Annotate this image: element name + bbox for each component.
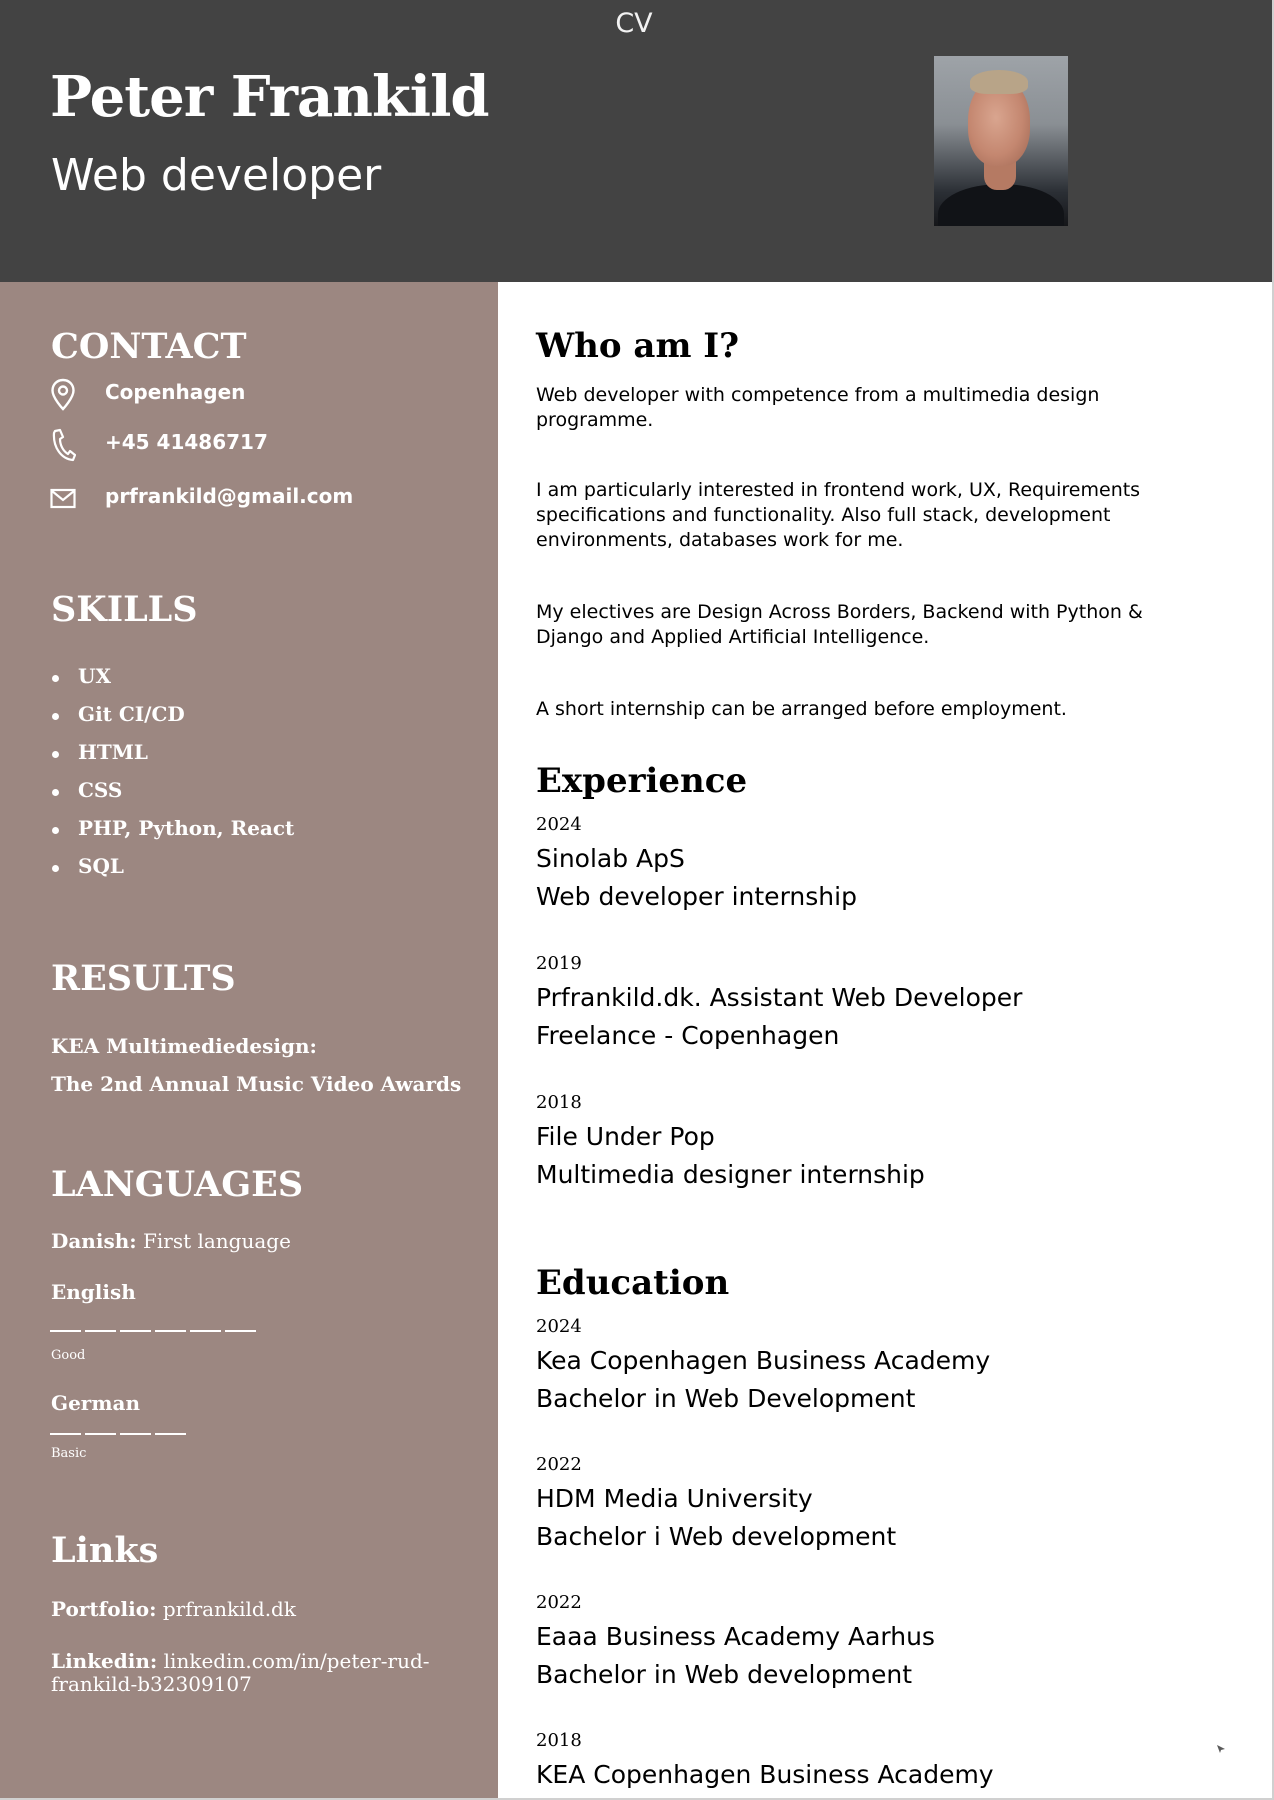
skill-item: CSS: [50, 778, 294, 816]
language-name: Danish:: [51, 1229, 137, 1253]
linkedin-link[interactable]: linkedin.com/in/peter-rud-frankild-b32309107: [51, 1649, 430, 1696]
person-name: Peter Frankild: [50, 64, 489, 130]
phone-icon: [50, 428, 76, 462]
email-text[interactable]: prfrankild@gmail.com: [105, 484, 354, 508]
location-pin-icon: [50, 378, 76, 412]
language-english-name: English: [51, 1280, 136, 1304]
level-dash: [120, 1433, 151, 1435]
links-heading: Links: [51, 1530, 159, 1571]
education-degree: Bachelor i Web development: [536, 1522, 897, 1551]
experience-year: 2024: [536, 814, 582, 835]
german-level-bar: [50, 1433, 186, 1435]
skill-item: PHP, Python, React: [50, 816, 294, 854]
education-year: 2022: [536, 1592, 582, 1613]
mail-icon: [50, 482, 76, 516]
experience-year: 2018: [536, 1092, 582, 1113]
skills-heading: SKILLS: [51, 589, 198, 630]
language-german-level: Basic: [51, 1446, 87, 1461]
education-year: 2018: [536, 1730, 582, 1751]
language-level: First language: [142, 1229, 291, 1253]
experience-company: Sinolab ApS: [536, 844, 685, 873]
language-danish: [51, 1229, 291, 1253]
education-school: HDM Media University: [536, 1484, 813, 1513]
english-level-bar: [50, 1330, 256, 1332]
education-heading: Education: [536, 1263, 730, 1303]
experience-year: 2019: [536, 953, 582, 974]
portfolio-link-row: [51, 1598, 451, 1621]
skill-item: HTML: [50, 740, 294, 778]
results-heading: RESULTS: [51, 958, 236, 999]
about-paragraph: I am particularly interested in frontend work, UX, Requirements specifications and functionality. Also full stack, development environments, databases work for me.: [536, 479, 1141, 551]
level-dash: [50, 1330, 81, 1332]
skill-item: UX: [50, 664, 294, 702]
skill-item: Git CI/CD: [50, 702, 294, 740]
education-year: 2024: [536, 1316, 582, 1337]
experience-role: Freelance - Copenhagen: [536, 1021, 840, 1050]
education-school: Kea Copenhagen Business Academy: [536, 1346, 991, 1375]
about-paragraph: My electives are Design Across Borders, Backend with Python & Django and Applied Artificial Intelligence.: [536, 601, 1143, 648]
education-degree: Bachelor in Web Development: [536, 1384, 916, 1413]
experience-company: File Under Pop: [536, 1122, 715, 1151]
experience-heading: Experience: [536, 761, 748, 801]
photo-hair: [970, 70, 1028, 94]
job-title: Web developer: [51, 150, 382, 201]
cursor-icon: [1217, 1745, 1225, 1753]
language-german-name: German: [51, 1391, 141, 1415]
level-dash: [85, 1433, 116, 1435]
cv-label: CV: [615, 8, 653, 39]
level-dash: [155, 1433, 186, 1435]
level-dash: [120, 1330, 151, 1332]
location-text: Copenhagen: [105, 380, 246, 404]
experience-company: Prfrankild.dk. Assistant Web Developer: [536, 983, 1023, 1012]
experience-role: Web developer internship: [536, 882, 857, 911]
education-school: KEA Copenhagen Business Academy: [536, 1760, 994, 1789]
about-paragraph: A short internship can be arranged before employment.: [536, 698, 1067, 720]
linkedin-label: Linkedin:: [51, 1649, 158, 1673]
header-banner: [0, 0, 1272, 282]
about-heading: Who am I?: [536, 326, 740, 366]
level-dash: [85, 1330, 116, 1332]
skills-list: [50, 664, 294, 892]
result-line: KEA Multimediedesign:: [51, 1034, 317, 1058]
portfolio-label: Portfolio:: [51, 1597, 157, 1621]
level-dash: [155, 1330, 186, 1332]
portfolio-link[interactable]: prfrankild.dk: [162, 1597, 296, 1621]
education-degree: Bachelor in Web development: [536, 1660, 913, 1689]
education-school: Eaaa Business Academy Aarhus: [536, 1622, 935, 1651]
result-line: The 2nd Annual Music Video Awards: [51, 1072, 462, 1096]
linkedin-link-row: [51, 1650, 451, 1696]
contact-heading: CONTACT: [51, 326, 247, 367]
skill-item: SQL: [50, 854, 294, 892]
level-dash: [225, 1330, 256, 1332]
level-dash: [50, 1433, 81, 1435]
about-paragraph: Web developer with competence from a multimedia design programme.: [536, 384, 1100, 431]
level-dash: [190, 1330, 221, 1332]
languages-heading: LANGUAGES: [51, 1164, 304, 1205]
profile-photo: [934, 56, 1068, 226]
language-english-level: Good: [51, 1348, 86, 1363]
photo-shirt: [938, 184, 1064, 226]
education-year: 2022: [536, 1454, 582, 1475]
phone-text[interactable]: +45 41486717: [105, 430, 268, 454]
experience-role: Multimedia designer internship: [536, 1160, 925, 1189]
